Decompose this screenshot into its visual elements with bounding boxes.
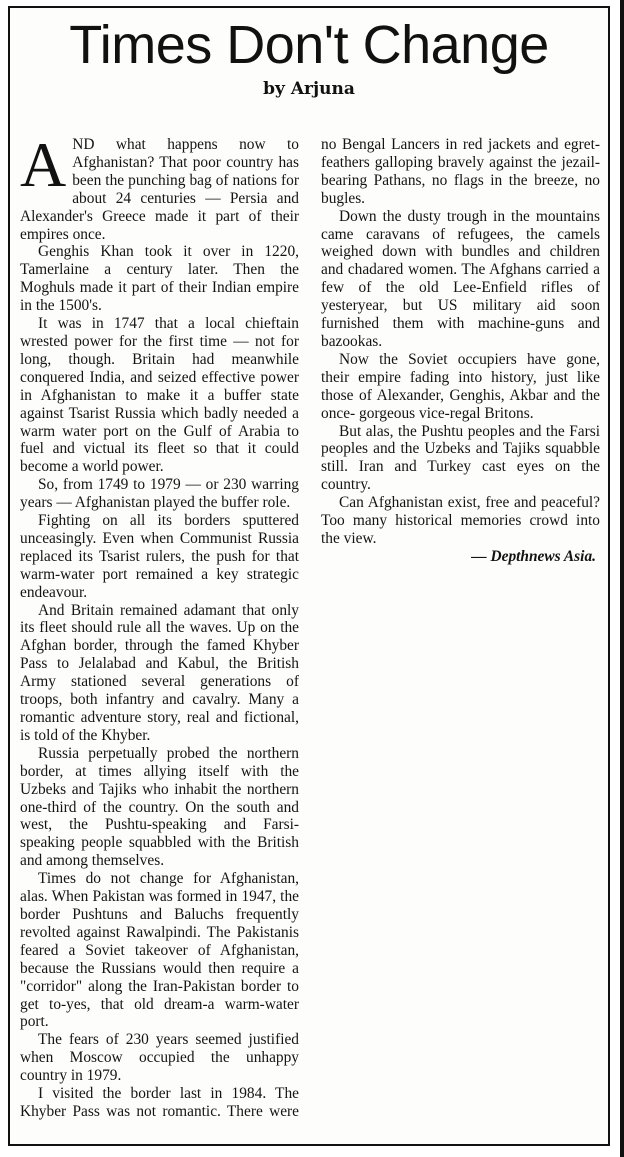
paragraph: It was in 1747 that a local chieftain wrested power for the first time — not for long, though. Britain had meanwhile conquered India, and seized effective power in Afghanistan to make it a buffer state against Tsarist Russia which badly needed a warm water port on the Gulf of Arabia to fuel and victual its fleet so that it could become a world power. (20, 315, 299, 476)
paragraph: Russia perpetually probed the northern border, at times allying itself with the Uzbeks and Tajiks who inhabit the northern one-third of the country. On the south and west, the Pushtu-speaking and Farsi-speaking people squabbled with the British and among themselves. (20, 744, 299, 870)
byline: by Arjuna (263, 79, 355, 99)
signoff: — Depthnews Asia. (471, 547, 596, 565)
paragraph: Genghis Khan took it over in 1220, Tamerlaine a century later. Then the Moghuls made it part of their Indian empire in the 1500's. (20, 243, 299, 315)
paragraph: I visited the border last in 1984. The Khyber Pass was not romantic. There were no Bengal Lancers in red jackets and egret- feathers galloping bravely against the jezail-bearing Pathans, no flags in the breeze, no bugles. (20, 136, 600, 1120)
paragraph: Times do not change for Afghanistan, alas. When Pakistan was formed in 1947, the border Pushtuns and Baluchs frequently revolted against Rawalpindi. The Pakistanis feared a Soviet takeover of Afghanistan, because the Russians would then require a "corridor" along the Iran-Pakistan border to get to-yes, that old dream-a warm-water port. (20, 870, 299, 1031)
paragraph: Down the dusty trough in the mountains came caravans of refugees, the camels weighed down with bundles and children and chadared women. The Afghans carried a few of the old Lee-Enfield rifles of yesteryear, but US military aid soon furnished them with machine-guns and bazookas. (321, 207, 600, 350)
article-body (20, 129, 600, 1136)
paragraph: And Britain remained adamant that only its fleet should rule all the waves. Up on the Afghan border, through the famed Khyber Pass to Jelalabad and Kabul, the British Army stationed several generations of troops, both infantry and cavalry. Many a romantic adventure story, real and fictional, is told of the Khyber. (20, 601, 299, 744)
lead-paragraph (20, 129, 299, 243)
paragraph: So, from 1749 to 1979 — or 230 warring years — Afghanistan played the buffer role. (20, 476, 299, 512)
lead-text: ND what happens now to Afghanistan? That poor country has been the punching bag of nations for about 24 centuries — Persia and Alexander's Greece made it part of their empires once. (20, 136, 299, 243)
paragraph: Fighting on all its borders sputtered unceasingly. Even when Communist Russia replaced its Tsarist rulers, the push for that warm-water port remained a key strategic endeavour. (20, 512, 299, 601)
paragraph: Can Afghanistan exist, free and peaceful? Too many historical memories crowd into the view. (321, 494, 600, 547)
paragraph: The fears of 230 years seemed justified when Moscow occupied the unhappy country in 1979. (20, 1031, 299, 1085)
paragraph: Now the Soviet occupiers have gone, their empire fading into history, just like those of Alexander, Genghis, Akbar and the once- gorgeous vice-regal Britons. (321, 350, 600, 422)
drop-cap: A (20, 129, 67, 200)
right-edge-rule (620, 0, 624, 1157)
headline: Times Don't Change (69, 15, 549, 75)
newspaper-clipping (8, 6, 610, 1146)
paragraph: But alas, the Pushtu peoples and the Farsi peoples and the Uzbeks and Tajiks squabble still. Iran and Turkey cast eyes on the country. (321, 422, 600, 494)
